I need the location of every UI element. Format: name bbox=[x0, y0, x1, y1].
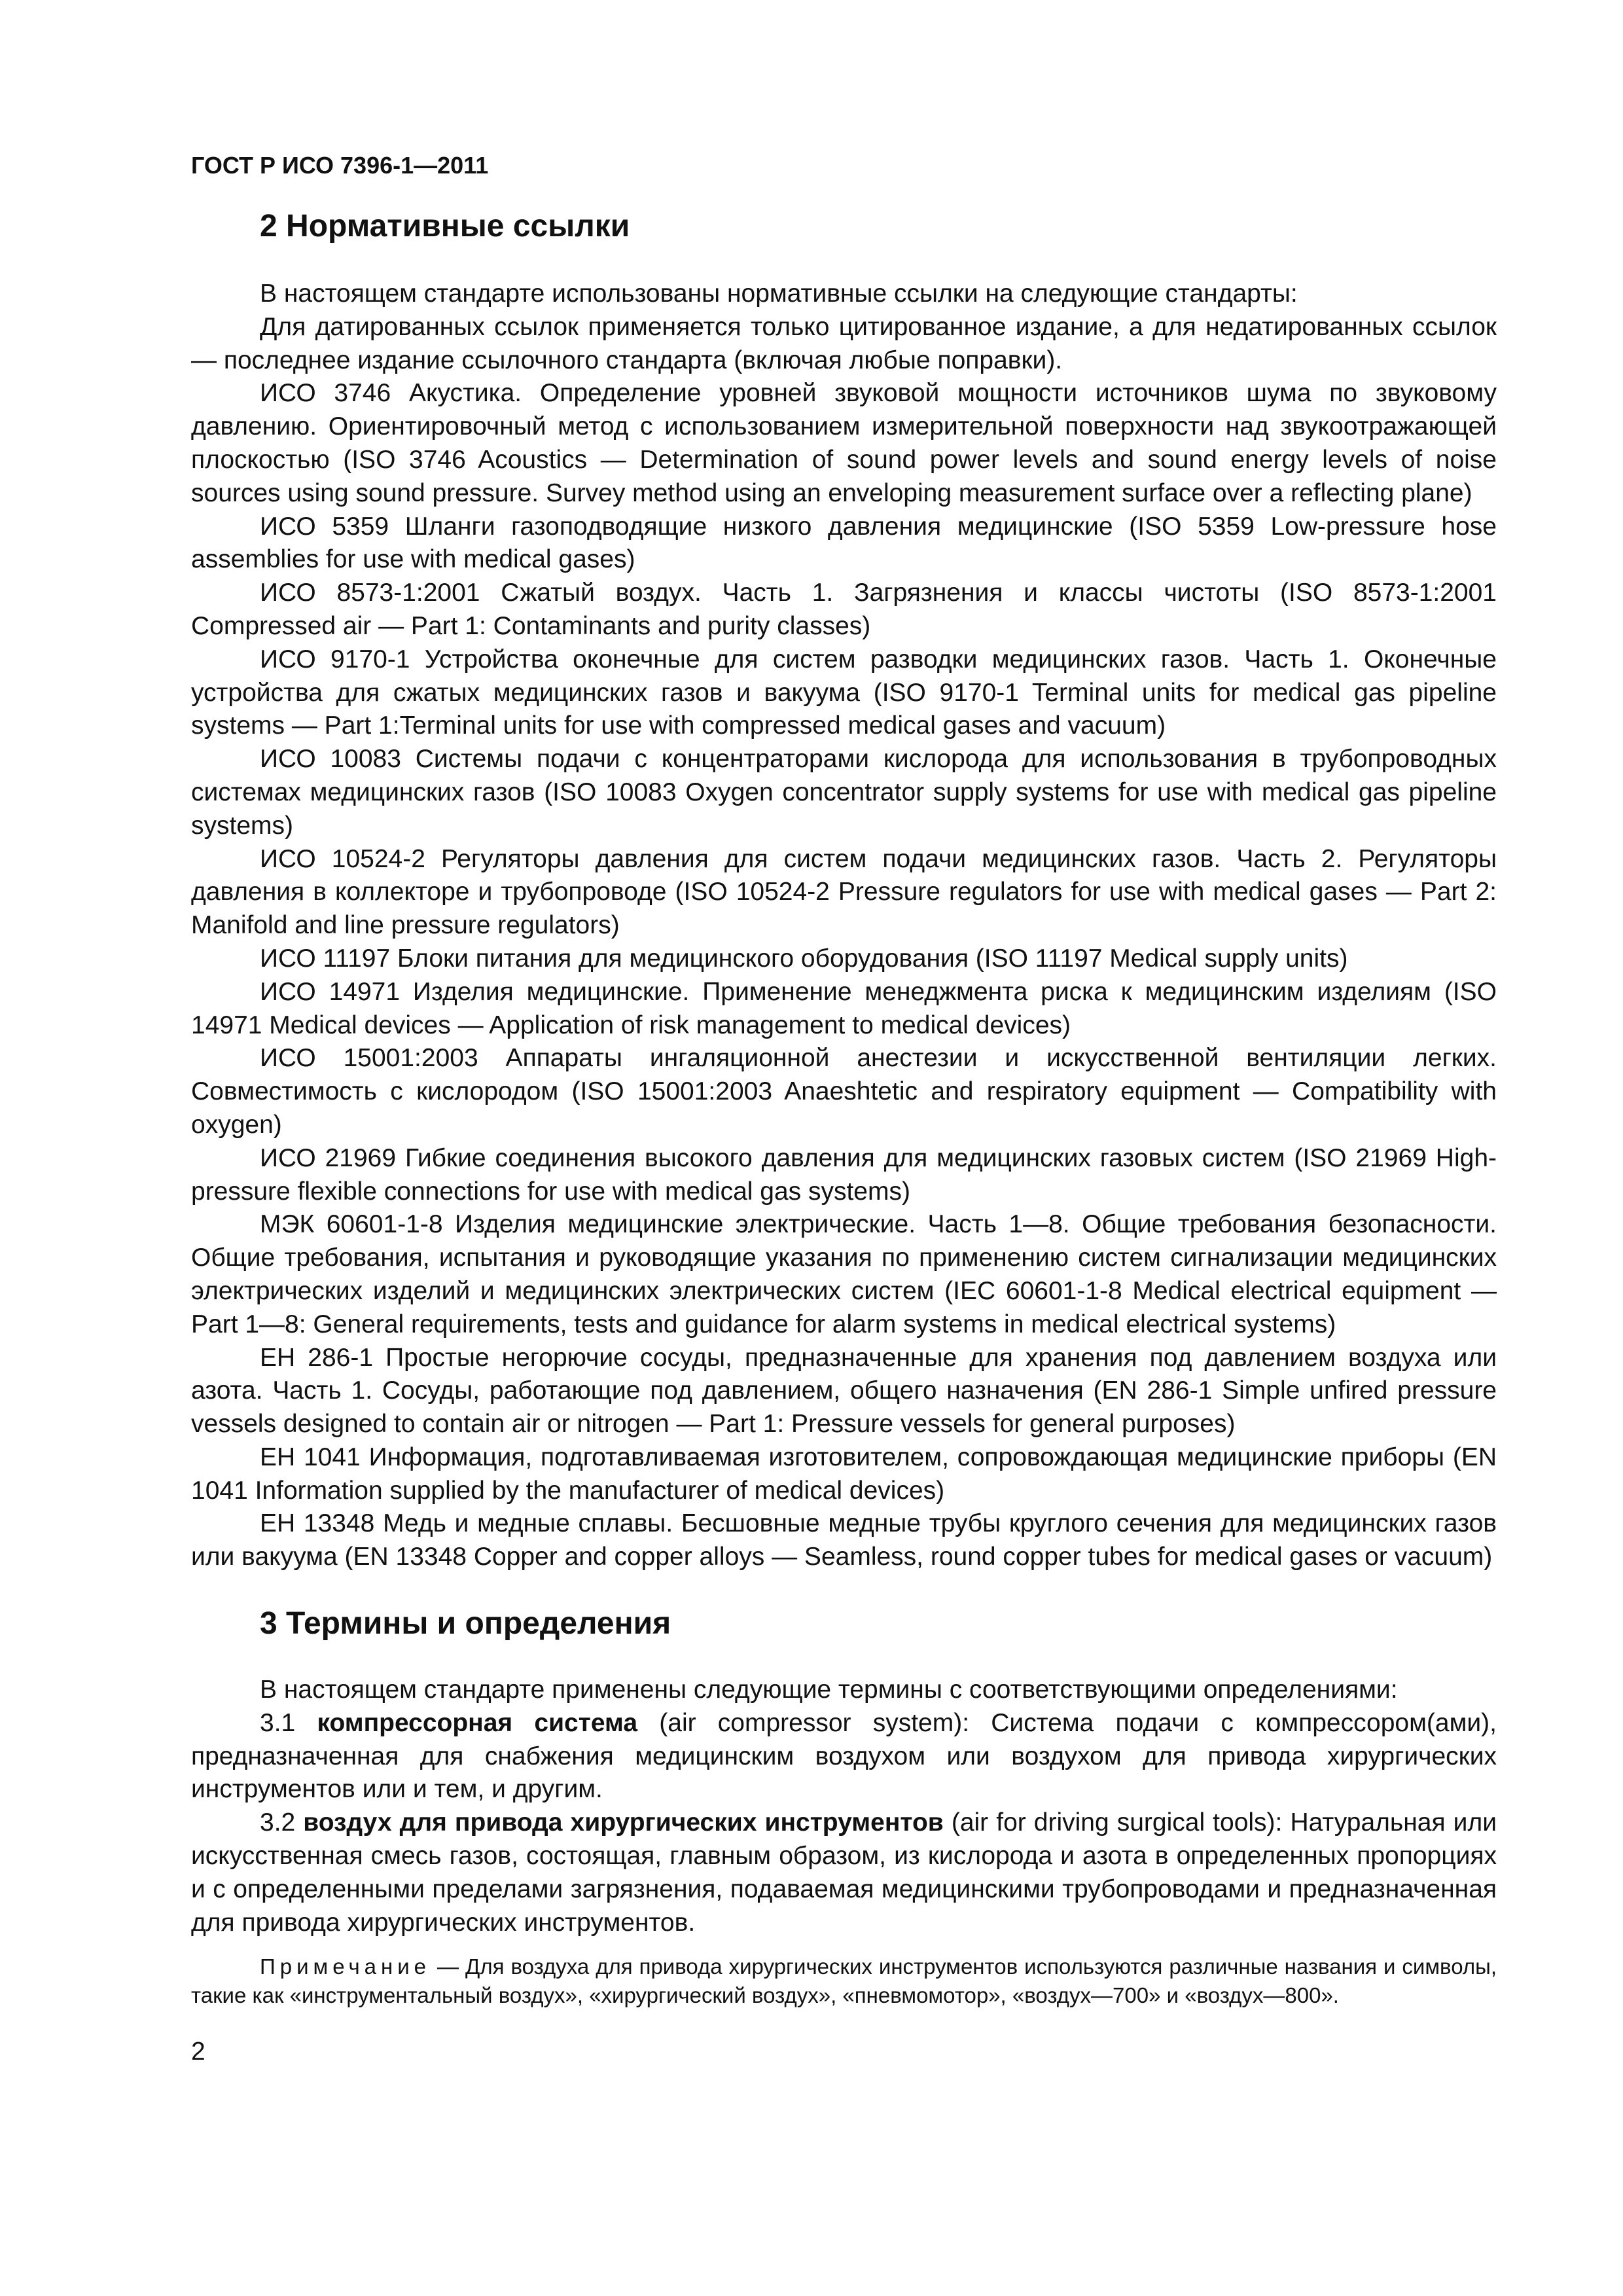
term-3-2 bbox=[191, 1806, 1497, 1939]
note-label: Примечание bbox=[260, 1954, 431, 1979]
reference-iso-3746: ИСО 3746 Акустика. Определение уровней звуковой мощности источников шума по звуковому давлению. Ориентировочный метод с использованием измерительной поверхности над звукоотражающей плоскостью (ISO 3746 Acoustics — Determination of sound power levels and sound energy levels of noise sources using sound pressure. Survey method using an enveloping measurement surface over a reflecting plane) bbox=[191, 379, 1497, 507]
reference-iso-21969: ИСО 21969 Гибкие соединения высокого давления для медицинских газовых систем (ISO 21969 High-pressure flexible connections for use with medical gas systems) bbox=[191, 1143, 1497, 1206]
reference-en-1041: ЕН 1041 Информация, подготавливаемая изготовителем, сопровождающая медицинские приборы (EN 1041 Information supplied by the manufacturer of medical devices) bbox=[191, 1443, 1497, 1505]
note-text: — Для воздуха для привода хирургических инструментов используются различные названия и символы, такие как «инструментальный воздух», «хирургический воздух», «пневмомотор», «воздух—700» и «воздух—800». bbox=[191, 1954, 1497, 2008]
reference-iso-11197: ИСО 11197 Блоки питания для медицинского оборудования (ISO 11197 Medical supply units) bbox=[260, 944, 1348, 973]
section-3-title: 3 Термины и определения bbox=[260, 1606, 671, 1641]
term-3-2-name: воздух для привода хирургических инструментов bbox=[303, 1808, 944, 1837]
section-2-dated-rule: Для датированных ссылок применяется только цитированное издание, а для недатированных ссылок — последнее издание ссылочного стандарта (включая любые поправки). bbox=[191, 312, 1497, 374]
term-3-2-definition: (air for driving surgical tools): Натуральная или искусственная смесь газов, состоящая, главным образом, из кислорода и азота в определенных пропорциях и с определенными пределами загрязнения, подаваемая медицинскими трубопроводами и предназначенная для привода хирургических инструментов. bbox=[191, 1808, 1497, 1937]
reference-iso-14971: ИСО 14971 Изделия медицинские. Применение менеджмента риска к медицинским изделиям (ISO 14971 Medical devices — Application of risk management to medical devices) bbox=[191, 977, 1497, 1039]
term-3-1 bbox=[191, 1707, 1497, 1806]
reference-iso-15001: ИСО 15001:2003 Аппараты ингаляционной анестезии и искусственной вентиляции легких. Совместимость с кислородом (ISO 15001:2003 Anaeshtetic and respiratory equipment — Compatibility with oxygen) bbox=[191, 1044, 1497, 1139]
section-2-title: 2 Нормативные ссылки bbox=[260, 209, 630, 243]
reference-en-286-1: ЕН 286-1 Простые негорючие сосуды, предназначенные для хранения под давлением воздуха или азота. Часть 1. Сосуды, работающие под давлением, общего назначения (EN 286-1 Simple unfired pressure vessels designed to contain air or nitrogen — Part 1: Pressure vessels for general purposes) bbox=[191, 1343, 1497, 1439]
page-content bbox=[191, 196, 1497, 2010]
document-code-header: ГОСТ Р ИСО 7396-1—2011 bbox=[191, 152, 489, 179]
section-2-intro: В настоящем стандарте использованы нормативные ссылки на следующие стандарты: bbox=[260, 279, 1298, 308]
reference-en-13348: ЕН 13348 Медь и медные сплавы. Бесшовные медные трубы круглого сечения для медицинских газов или вакуума (EN 13348 Copper and copper alloys — Seamless, round copper tubes for medical gases or vacuum) bbox=[191, 1509, 1497, 1571]
reference-iso-10524-2: ИСО 10524-2 Регуляторы давления для систем подачи медицинских газов. Часть 2. Регуляторы давления в коллекторе и трубопроводе (ISO 10524-2 Pressure regulators for use with medical gases — Part 2: Manifold and line pressure regulators) bbox=[191, 844, 1497, 940]
term-3-2-number: 3.2 bbox=[260, 1808, 296, 1837]
term-3-1-number: 3.1 bbox=[260, 1708, 296, 1737]
reference-iso-8573-1: ИСО 8573-1:2001 Сжатый воздух. Часть 1. Загрязнения и классы чистоты (ISO 8573-1:2001 Compressed air — Part 1: Contaminants and purity classes) bbox=[191, 579, 1497, 640]
note-paragraph bbox=[191, 1952, 1497, 2010]
term-3-1-definition: (air compressor system): Система подачи с компрессором(ами), предназначенная для снабжения медицинским воздухом или воздухом для привода хирургических инструментов или и тем, и другим. bbox=[191, 1708, 1497, 1804]
section-3-intro: В настоящем стандарте применены следующие термины с соответствующими определениями: bbox=[260, 1676, 1398, 1704]
reference-iec-60601-1-8: МЭК 60601-1-8 Изделия медицинские электрические. Часть 1—8. Общие требования безопасности. Общие требования, испытания и руководящие указания по применению систем сигнализации медицинских электрических изделий и медицинских электрических систем (IEC 60601-1-8 Medical electrical equipment — Part 1—8: General requirements, tests and guidance for alarm systems in medical electrical systems) bbox=[191, 1210, 1497, 1338]
term-3-1-name: компрессорная система bbox=[317, 1708, 638, 1737]
reference-iso-10083: ИСО 10083 Системы подачи с концентраторами кислорода для использования в трубопроводных системах медицинских газов (ISO 10083 Oxygen concentrator supply systems for use with medical gas pipeline systems) bbox=[191, 745, 1497, 840]
reference-iso-5359: ИСО 5359 Шланги газоподводящие низкого давления медицинские (ISO 5359 Low-pressure hose assemblies for use with medical gases) bbox=[191, 512, 1497, 574]
reference-iso-9170-1: ИСО 9170-1 Устройства оконечные для систем разводки медицинских газов. Часть 1. Оконечные устройства для сжатых медицинских газов и вакуума (ISO 9170-1 Terminal units for medical gas pipeline systems — Part 1:Terminal units for use with compressed medical gases and vacuum) bbox=[191, 645, 1497, 740]
page-number: 2 bbox=[191, 2037, 205, 2066]
